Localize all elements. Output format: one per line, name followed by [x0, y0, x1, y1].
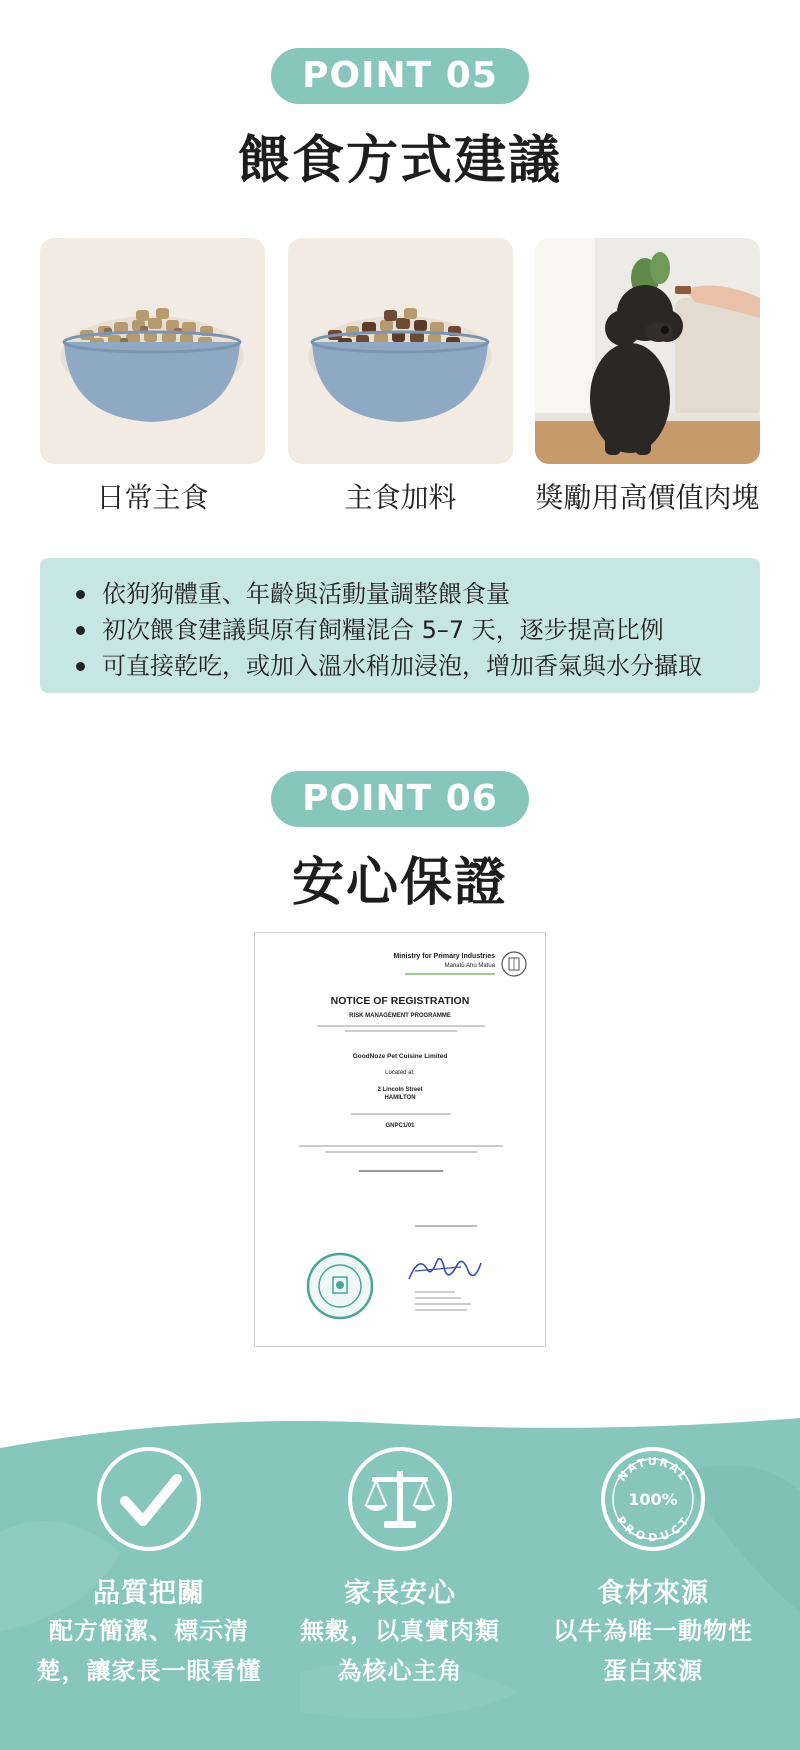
photo-dog-treat [535, 238, 760, 464]
natural-badge-icon [599, 1445, 707, 1553]
cert-title: NOTICE OF REGISTRATION [330, 995, 470, 1007]
photo-topper-mix [288, 238, 513, 464]
cert-address-line1: 2 Lincoln Street [377, 1087, 423, 1093]
feature-desc: 無穀，以真實肉類 [300, 1617, 500, 1645]
cert-divider [405, 973, 495, 975]
ministry-seal-icon [305, 1251, 375, 1321]
point06-title: 安心保證 [291, 853, 508, 913]
photo-daily-kibble [40, 238, 265, 464]
point05-badge: POINT 05 [271, 48, 529, 104]
cert-identifier: GNPC1/01 [385, 1123, 415, 1129]
feature-quality [24, 1445, 274, 1690]
feature-ingredient-source [528, 1445, 778, 1690]
coat-of-arms-icon [499, 949, 529, 979]
cert-signatory-line [415, 1303, 471, 1305]
feeding-tip: 可直接乾吃，或加入溫水稍加浸泡，增加香氣與水分攝取 [76, 648, 760, 684]
cert-small-print [345, 1030, 457, 1032]
feature-title: 品質把關 [93, 1578, 205, 1609]
cert-small-print [317, 1025, 485, 1027]
cert-signatory-line [415, 1291, 455, 1293]
signature-icon [405, 1251, 485, 1285]
feeding-tips-box [40, 558, 760, 693]
cert-effective-line [359, 1170, 443, 1172]
feeding-tip: 初次餵食建議與原有飼糧混合 5–7 天，逐步提高比例 [76, 612, 760, 648]
cert-company: GoodNoze Pet Cuisine Limited [352, 1053, 448, 1060]
cert-small-print [351, 1113, 451, 1115]
registration-certificate [254, 932, 546, 1347]
cert-signed-line [415, 1225, 477, 1227]
cert-located-label: Located at: [385, 1070, 415, 1076]
feature-title: 家長安心 [344, 1578, 456, 1609]
cert-small-print [325, 1151, 477, 1153]
cert-ministry-maori: Manatū Ahu Matua [444, 963, 495, 969]
point05-title: 餵食方式建議 [237, 131, 562, 191]
caption-topper-mix: 主食加料 [344, 481, 457, 514]
cert-ministry: Ministry for Primary Industries [393, 953, 495, 960]
cert-signatory-line [415, 1309, 467, 1311]
feature-desc: 為核心主角 [337, 1657, 463, 1685]
balance-scale-icon [346, 1445, 454, 1553]
checkmark-icon [95, 1445, 203, 1553]
badge-mid-text: 100% [628, 1490, 678, 1509]
feature-desc: 以牛為唯一動物性 [553, 1617, 753, 1645]
point06-badge: POINT 06 [271, 771, 529, 827]
feature-peace-of-mind [275, 1445, 525, 1690]
cert-signatory-line [415, 1297, 461, 1299]
feature-desc: 配方簡潔、標示清 [49, 1617, 249, 1645]
feature-desc: 楚，讓家長一眼看懂 [36, 1657, 262, 1685]
caption-daily-kibble: 日常主食 [96, 481, 209, 514]
badge-bottom-text: PRODUCT [613, 1513, 693, 1545]
caption-reward-treat: 獎勵用高價值肉塊 [535, 481, 760, 514]
cert-small-print [299, 1145, 503, 1147]
cert-address-line2: HAMILTON [384, 1095, 416, 1101]
badge-top-text: NATURAL [615, 1454, 691, 1484]
cert-subtitle: RISK MANAGEMENT PROGRAMME [349, 1013, 451, 1019]
feature-desc: 蛋白來源 [603, 1657, 703, 1685]
feature-title: 食材來源 [597, 1578, 709, 1609]
feeding-tip: 依狗狗體重、年齡與活動量調整餵食量 [76, 576, 760, 612]
